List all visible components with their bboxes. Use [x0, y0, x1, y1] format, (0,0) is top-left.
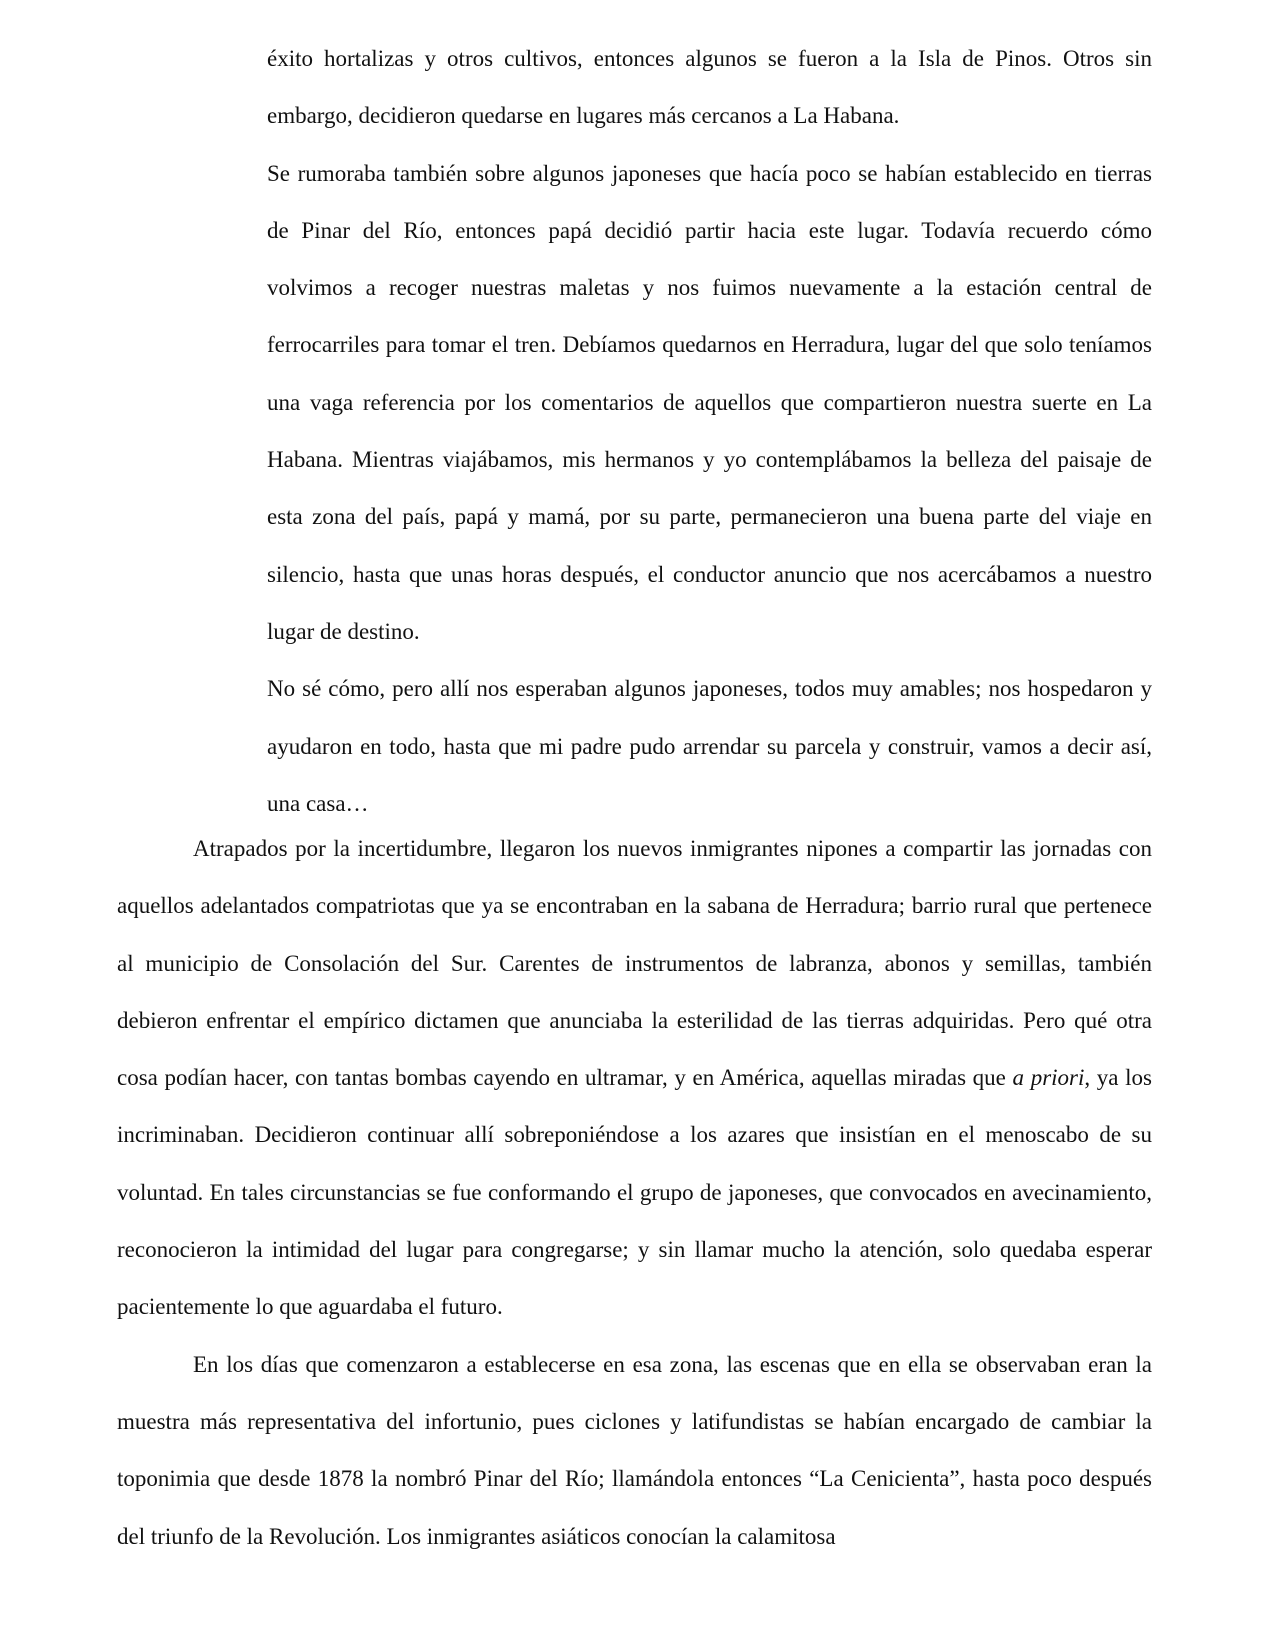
body-text: [117, 820, 1152, 1565]
body-paragraph-1: [117, 820, 1152, 1336]
italic-a-priori: a priori: [1012, 1065, 1085, 1091]
body-paragraph-1-part-1: Atrapados por la incertidumbre, llegaron los nuevos inmigrantes nipones a compartir las jornadas con aquellos adelantados compatriotas que ya se encontraban en la sabana de Herradura; barrio rural que pertenece al municipio de Consolación del Sur. Carentes de instrumentos de labranza, abonos y semillas, también debieron enfrentar el empírico dictamen que anunciaba la esterilidad de las tierras adquiridas. Pero qué otra cosa podían hacer, con tantas bombas cayendo en ultramar, y en América, aquellas miradas que: [117, 836, 1152, 1091]
body-paragraph-2: En los días que comenzaron a establecerse en esa zona, las escenas que en ella se observaban eran la muestra más representativa del infortunio, pues ciclones y latifundistas se habían encargado de cambiar la toponimia que desde 1878 la nombró Pinar del Río; llamándola entonces “La Cenicienta”, hasta poco después del triunfo de la Revolución. Los inmigrantes asiáticos conocían la calamitosa: [117, 1351, 1152, 1549]
quote-paragraph-1: éxito hortalizas y otros cultivos, entonces algunos se fueron a la Isla de Pinos. Otros sin embargo, decidieron quedarse en lugares más cercanos a La Habana.: [267, 46, 1152, 129]
quote-paragraph-2: Se rumoraba también sobre algunos japoneses que hacía poco se habían establecido en tierras de Pinar del Río, entonces papá decidió partir hacia este lugar. Todavía recuerdo cómo volvimos a recoger nuestras maletas y nos fuimos nuevamente a la estación central de ferrocarriles para tomar el tren. Debíamos quedarnos en Herradura, lugar del que solo teníamos una vaga referencia por los comentarios de aquellos que compartieron nuestra suerte en La Habana. Mientras viajábamos, mis hermanos y yo contemplábamos la belleza del paisaje de esta zona del país, papá y mamá, por su parte, permanecieron una buena parte del viaje en silencio, hasta que unas horas después, el conductor anuncio que nos acercábamos a nuestro lugar de destino.: [267, 160, 1152, 644]
quote-paragraph-3: No sé cómo, pero allí nos esperaban algunos japoneses, todos muy amables; nos hospedaron y ayudaron en todo, hasta que mi padre pudo arrendar su parcela y construir, vamos a decir así, una casa…: [267, 676, 1152, 816]
body-paragraph-1-part-2: , ya los incriminaban. Decidieron continuar allí sobreponiéndose a los azares que insistían en el menoscabo de su voluntad. En tales circunstancias se fue conformando el grupo de japoneses, que convocados en avecinamiento, reconocieron la intimidad del lugar para congregarse; y sin llamar mucho la atención, solo quedaba esperar pacientemente lo que aguardaba el futuro.: [117, 1065, 1152, 1320]
block-quote: [267, 30, 1152, 832]
